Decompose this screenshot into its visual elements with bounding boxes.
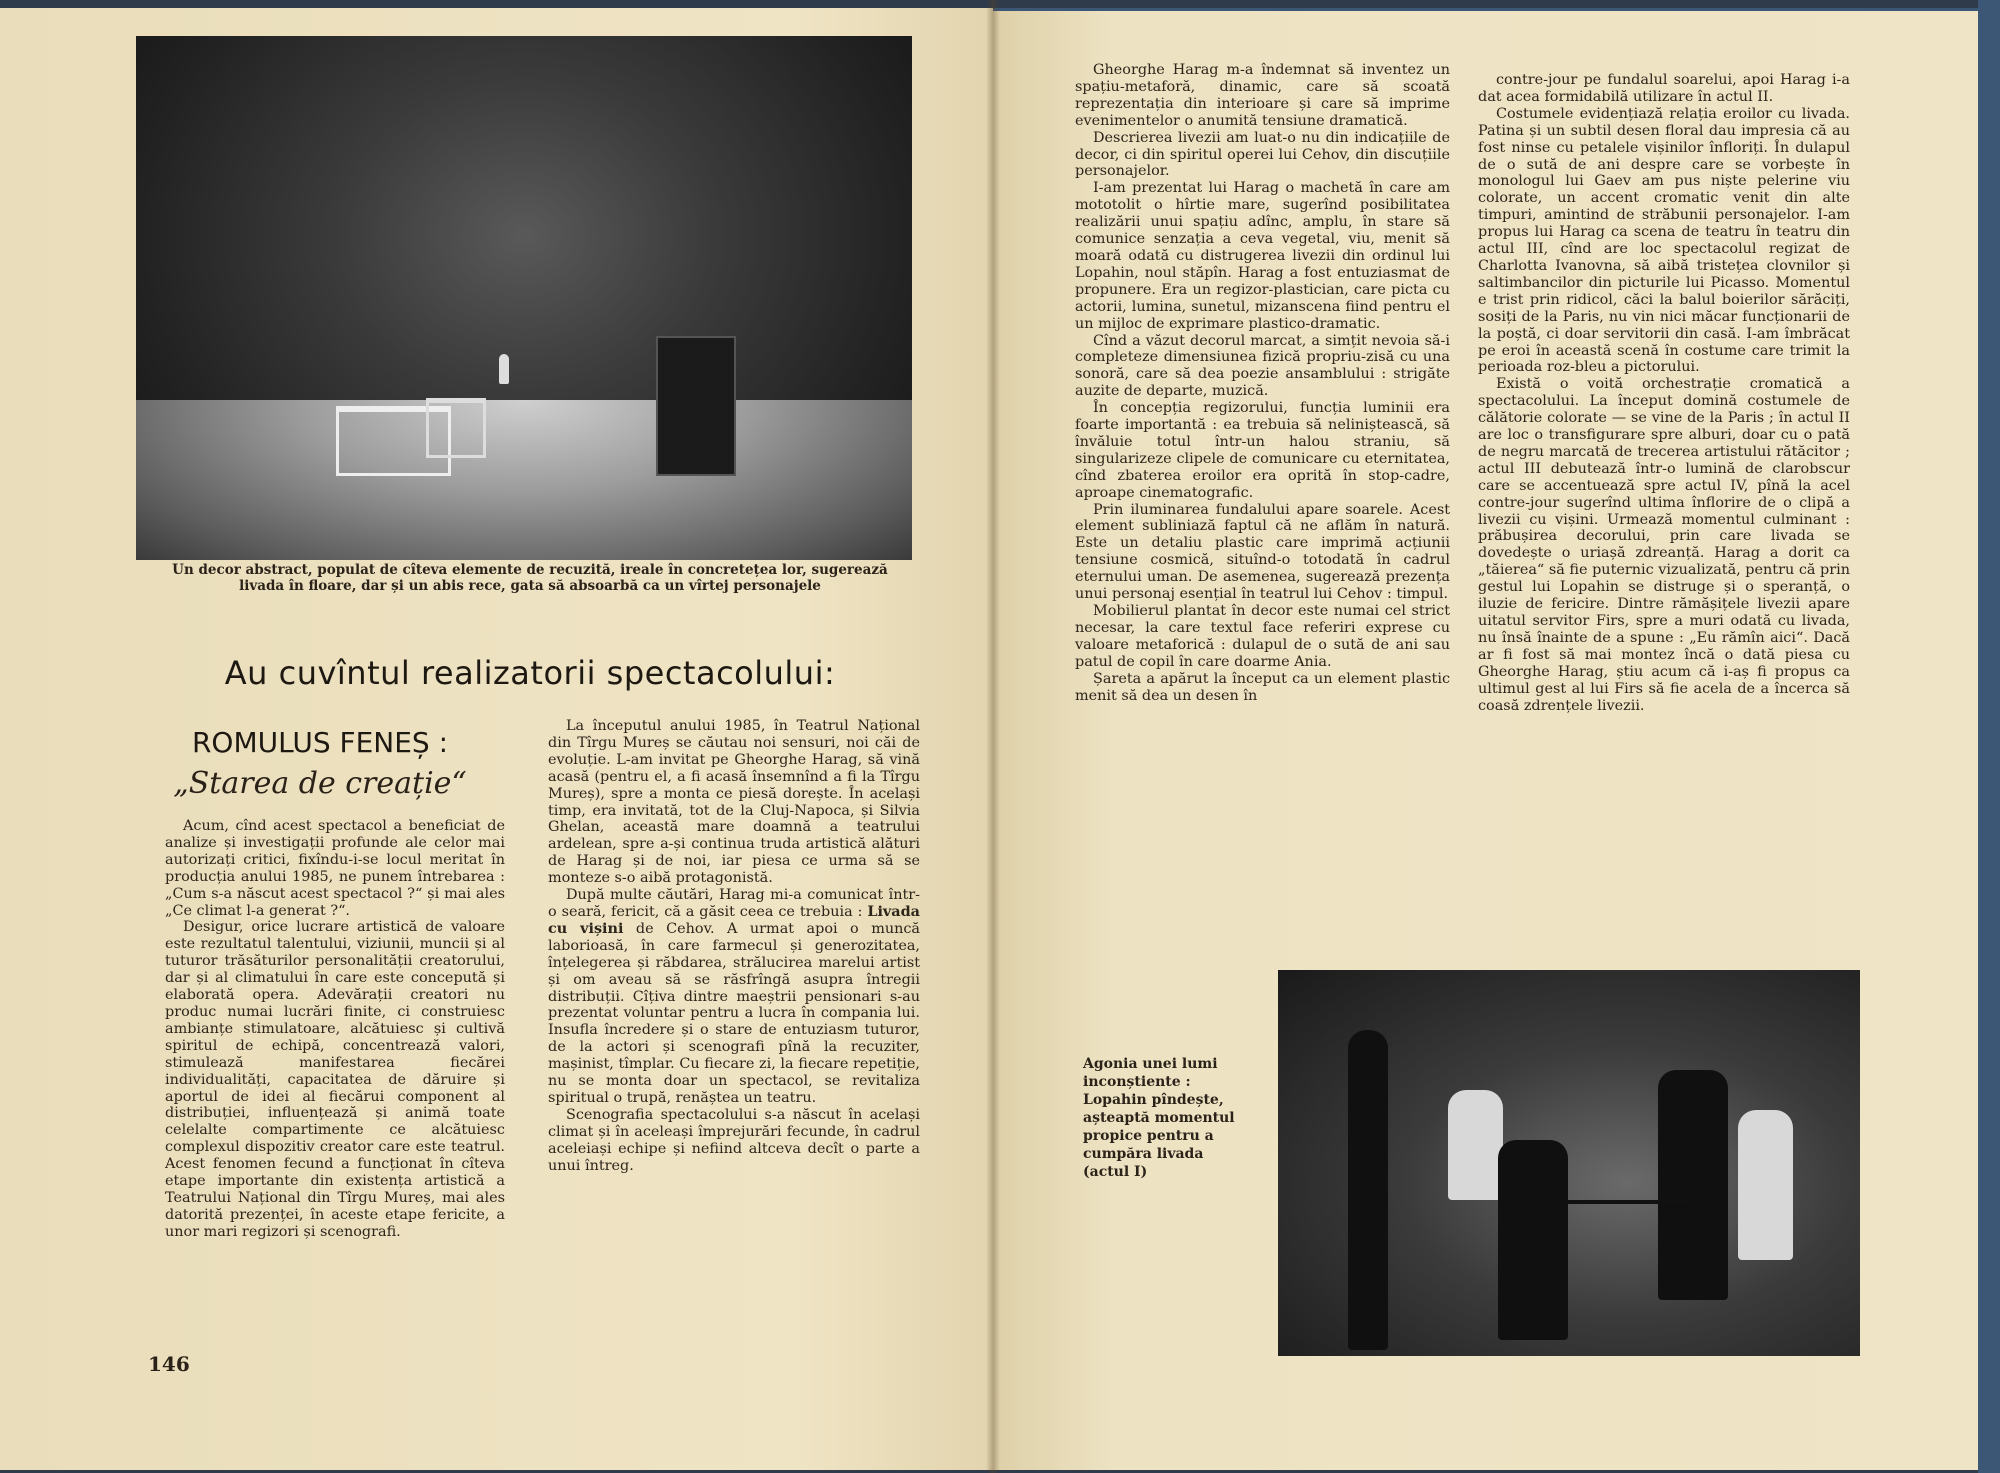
stage-floor	[136, 400, 912, 560]
left-column-2	[548, 718, 920, 1174]
page-gutter	[986, 0, 1000, 1473]
author-name: ROMULUS FENEȘ :	[191, 726, 449, 759]
book-cover-edge	[1978, 0, 2000, 1473]
table-prop	[1568, 1200, 1688, 1240]
left-column-1	[165, 818, 505, 1241]
bottom-photo-caption: Agonia unei lumi inconștiente : Lopahin pîndește, așteaptă momentul propice pentru a cumpăra livada (actul I)	[1083, 1056, 1235, 1180]
kneeling-figure	[1738, 1110, 1793, 1260]
standing-figure	[1348, 1030, 1388, 1350]
stage-photo-top	[136, 36, 912, 560]
paragraph: contre-jour pe fundalul soarelui, apoi Harag i-a dat acea formidabilă utilizare în actul II.	[1478, 72, 1850, 105]
stage-photo-bottom	[1278, 970, 1860, 1356]
paragraph: În concepția regizorului, funcția luminii era foarte importantă : ea trebuia să neliniștească, să învăluie totul într-un halou straniu, să singularizeze clipele de comunicare cu eternitatea, cînd zbaterea eroilor era oprită în stop-cadre, aproape cinematografic.	[1075, 400, 1450, 501]
bed-prop-small	[426, 398, 486, 458]
paragraph: Șareta a apărut la început ca un element plastic menit să dea un desen în	[1075, 670, 1450, 704]
actor-figure	[499, 354, 509, 384]
paragraph: Există o voită orchestrație cromatică a spectacolului. La început domină costumele de călătorie colorate — se vine de la Paris ; în actul II are loc o transfigurare spre alburi, doar cu o pată de negru marcată de trecerea artistului rătăcitor ; actul III debutează într-o lumină de clarobscur care se accentuează spre actul IV, pînă la acel contre-jour sugerînd ultima înflorire de o clipă a livezii cu vișini. Urmează momentul culminant : prăbușirea decorului, prin care livada se dovedește o uriașă zdreanță. Harag a dorit ca „tăierea“ să fie puternic vizualizată, pentru că prin gestul lui Lopahin se distruge și o speranță, o iluzie de fericire. Dintre rămășițele livezii apare uitatul servitor Firs, spre a muri odată cu livada, nu însă înainte de a spune : „Eu rămîn aici“. Dacă ar fi fost să mai montez încă o dată piesa cu Gheorghe Harag, știu acum că i-aș fi propus ca ultimul gest al lui Firs să fie acela de a încerca să coasă zdrențele livezii.	[1478, 376, 1850, 714]
paragraph: La începutul anului 1985, în Teatrul Național din Tîrgu Mureș se căutau noi sensuri, noi căi de evoluție. L-am invitat pe Gheorghe Harag, să vină acasă (pentru el, a fi acasă însemnînd a fi la Tîrgu Mureș), spre a monta ce piesă dorește. În același timp, era invitată, tot de la Cluj-Napoca, și Silvia Ghelan, această mare doamnă a teatrului ardelean, spre a-și continua truda artistică alături de Harag și de noi, iar piesa ce urma să se monteze s-o aibă protagonistă.	[548, 718, 920, 887]
play-title: Livada cu vișini	[548, 902, 920, 937]
article-headline: Au cuvîntul realizatorii spectacolului:	[224, 654, 836, 692]
paragraph: Descrierea livezii am luat-o nu din indicațiile de decor, ci din spiritul operei lui Cehov, din discuțiile personajelor.	[1075, 129, 1450, 180]
text-run: După multe căutări, Harag mi-a comunicat într-o seară, fericit, că a găsit ceea ce trebuia :	[548, 887, 920, 920]
paragraph: I-am prezentat lui Harag o machetă în care am mototolit o hîrtie mare, sugerînd posibilitatea realizării unui spațiu adînc, amplu, în stare să comunice senzația a ceva vegetal, viu, menit să moară odată cu distrugerea livezii din ordinul lui Lopahin, noul stăpîn. Harag a fost entuziasmat de propunere. Era un regizor-plastician, care picta cu actorii, lumina, sunetul, mizanscena fiind pentru el un mijloc de exprimare plastico-dramatic.	[1075, 180, 1450, 332]
text-run: de Cehov. A urmat apoi o muncă laborioasă, în care farmecul și generozitatea, înțelegerea și răbdarea, strălucirea marelui artist și om aveau să se răsfrîngă asupra întregii distribuții. Cîțiva dintre maeștrii pensionari s-au prezentat voluntar pentru a lucra în compania lui. Insufla încredere și o stare de entuziasm tuturor, de la actori și scenografi pînă la recuziter, mașinist, tîmplar. Cu fiecare zi, la fiecare repetiție, nu se monta doar un spectacol, se revitaliza spiritual o trupă, renăștea un teatru.	[548, 920, 921, 1106]
page-number: 146	[148, 1352, 190, 1376]
paragraph: Costumele evidențiază relația eroilor cu livada. Patina și un subtil desen floral dau impresia că au fost ninse cu petalele vișinilor înfloriți. În dulapul de o sută de ani despre care se vorbește în monologul lui Gaev am pus niște pelerine viu colorate, un accent cromatic venit din alte timpuri, amintind de străbunii personajelor. I-am propus lui Harag ca scena de teatru în teatru din actul III, cînd are loc spectacolul regizat de Charlotta Ivanovna, să aibă tristețea clovnilor și saltimbancilor din picturile lui Picasso. Momentul e trist prin ridicol, căci la balul boierilor sărăciți, sosiți de la Paris, nu vin nici măcar funcționarii de la poștă, ci doar servitorii din casă. I-am îmbrăcat pe eroi în această scenă în costume care trimit la perioada roz-bleu a pictorului.	[1478, 105, 1850, 376]
right-column-2	[1478, 72, 1850, 714]
paragraph: Desigur, orice lucrare artistică de valoare este rezultatul talentului, viziunii, muncii și al tuturor trăsăturilor personalității creatorului, dar și al climatului în care este concepută și elaborată opera. Adevărații creatori nu produc numai lucrări finite, ci construiesc ambianțe stimulatoare, alcătuiesc și cultivă spiritul de echipă, concentrează valori, stimulează manifestarea fiecărei individualități, capacitatea de dăruire și aportul de idei al fiecărui component al distribuției, influențează și animă toate celelalte compartimente ce alcătuiesc complexul dispozitiv creator care este teatrul. Acest fenomen fecund a funcționat în cîteva etape importante din existența artistică a Teatrului Național din Tîrgu Mureș, mai ales datorită prezenței, în aceste etape fericite, a unor mari regizori și scenografi.	[165, 919, 505, 1240]
paragraph: Acum, cînd acest spectacol a beneficiat de analize și investigații profunde ale celor mai autorizați critici, fixîndu-i-se locul meritat în producția anului 1985, ne punem întrebarea : „Cum s-a născut acest spectacol ?“ și mai ales „Ce climat l-a generat ?“.	[165, 818, 505, 919]
top-photo-caption: Un decor abstract, populat de cîteva elemente de recuzită, ireale în concretețea lor, sugerează livada în floare, dar și un abis rece, gata să absoarbă ca un vîrtej personajele	[172, 562, 888, 594]
paragraph: Mobilierul plantat în decor este numai cel strict necesar, la care textul face referiri exprese cu valoare metaforică : dulapul de o sută de ani sau patul de copil în care doarme Ania.	[1075, 603, 1450, 670]
paragraph: Scenografia spectacolului s-a născut în același climat și în aceleași împrejurări fecunde, în cadrul aceleiași echipe și nefiind altceva decît o parte a unui întreg.	[548, 1106, 920, 1174]
section-subtitle: „Starea de creație“	[173, 766, 467, 801]
cabinet-prop	[656, 336, 736, 476]
paragraph: Prin iluminarea fundalului apare soarele. Acest element subliniază faptul că ne aflăm în natură. Este un detaliu plastic care imprimă acțiunii tensiune cosmică, situînd-o totodată în cadrul eternului uman. De asemenea, sugerează prezența unui personaj esențial în teatrul lui Cehov : timpul.	[1075, 501, 1450, 603]
woman-figure	[1498, 1140, 1568, 1340]
paragraph: Gheorghe Harag m-a îndemnat să inventez un spațiu-metaforă, dinamic, care să scoată reprezentația din interioare și care să imprime evenimentelor o anumită tensiune dramatică.	[1075, 62, 1450, 129]
paragraph: Cînd a văzut decorul marcat, a simțit nevoia să-i completeze dimensiunea fizică propriu-zisă cu una sonoră, care să dea poezie ansamblului : strigăte auzite de departe, muzică.	[1075, 332, 1450, 400]
right-column-1	[1075, 62, 1450, 704]
seated-figure-light	[1448, 1090, 1503, 1200]
paragraph	[548, 887, 920, 1107]
man-in-hat-figure	[1658, 1070, 1728, 1300]
